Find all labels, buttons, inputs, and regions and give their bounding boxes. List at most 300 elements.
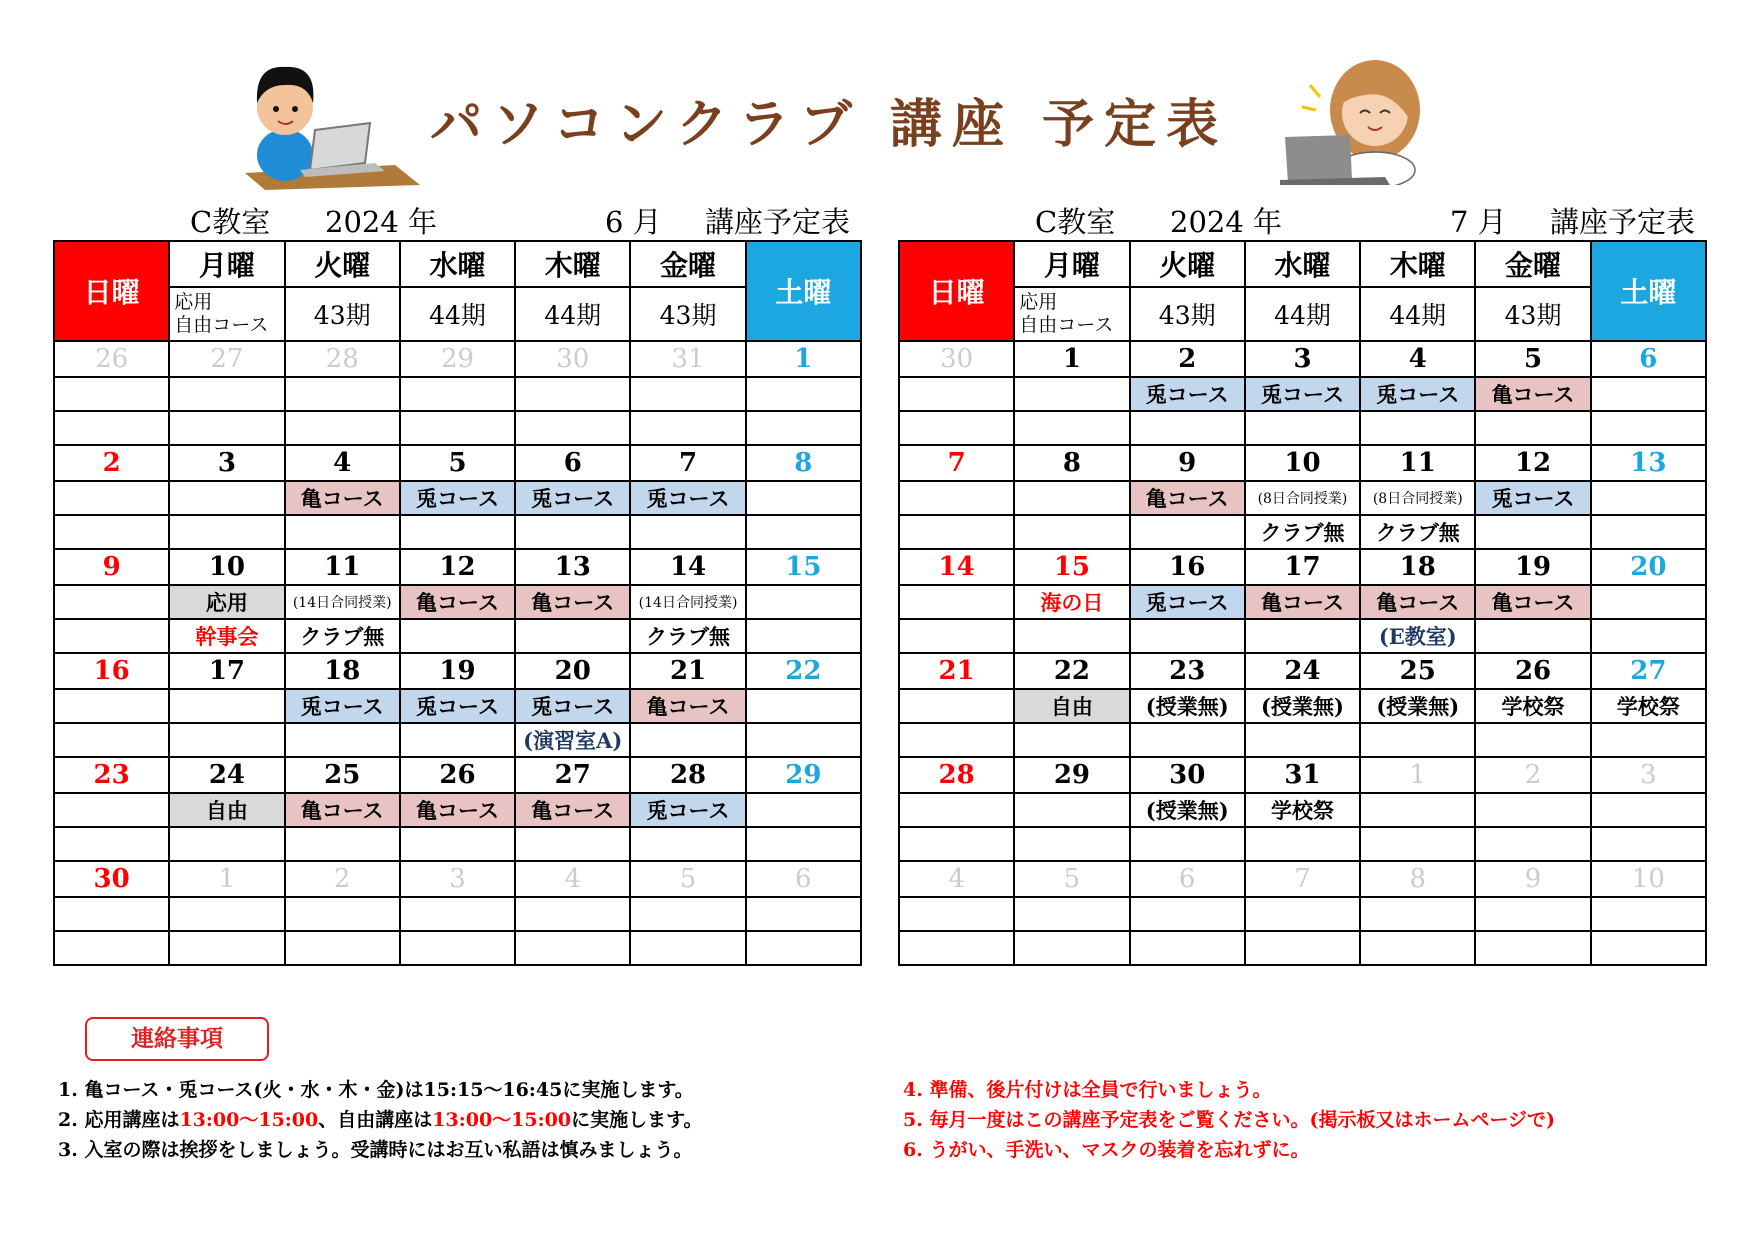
notice-1: 1. 亀コース・兎コース(火・水・木・金)は15:15～16:45に実施します。 (58, 1079, 694, 1101)
june-day-number: 12 (400, 549, 515, 585)
july-event-cell: (授業無) (1360, 689, 1475, 723)
june-monday-course (169, 287, 284, 341)
july-day-number: 20 (1591, 549, 1706, 585)
july-event-cell (1591, 723, 1706, 757)
june-term-3: 44期 (400, 287, 515, 341)
notice-4: 4. 準備、後片付けは全員で行いましょう。 (903, 1079, 1272, 1101)
june-day-number: 3 (400, 861, 515, 897)
notice-2-time-2: 13:00～15:00 (432, 1109, 572, 1131)
june-day-number: 22 (746, 653, 861, 689)
july-event-cell (1591, 619, 1706, 653)
july-day-number: 28 (899, 757, 1014, 793)
july-event-cell (1475, 723, 1590, 757)
june-day-number: 8 (746, 445, 861, 481)
july-event-cell (1014, 515, 1129, 549)
june-event-cell (285, 723, 400, 757)
june-event-cell: 亀コース (515, 585, 630, 619)
june-event-cell: 亀コース (630, 689, 745, 723)
june-event-cell (746, 723, 861, 757)
boy-with-laptop-illustration (245, 45, 425, 190)
girl-with-laptop-illustration (1280, 55, 1420, 185)
july-event-cell (1591, 793, 1706, 827)
june-day-number: 2 (285, 861, 400, 897)
june-event-cell (285, 411, 400, 445)
june-term-2: 43期 (285, 287, 400, 341)
july-event-cell (1130, 411, 1245, 445)
june-event-cell (515, 897, 630, 931)
july-event-cell (1014, 481, 1129, 515)
july-event-cell (899, 619, 1014, 653)
july-event-cell (899, 411, 1014, 445)
july-day-number: 6 (1130, 861, 1245, 897)
june-event-cell: 亀コース (400, 585, 515, 619)
june-weekday-3: 水曜 (400, 241, 515, 287)
july-event-cell (1130, 515, 1245, 549)
july-day-number: 8 (1014, 445, 1129, 481)
june-day-number: 3 (169, 445, 284, 481)
july-event-cell (1360, 411, 1475, 445)
june-event-cell (400, 411, 515, 445)
july-event-cell (1014, 411, 1129, 445)
june-day-number: 28 (630, 757, 745, 793)
july-event-cell: クラブ無 (1360, 515, 1475, 549)
july-event-cell: (8日合同授業) (1245, 481, 1360, 515)
june-term-5: 43期 (630, 287, 745, 341)
notice-2-part-3: に実施します。 (571, 1109, 703, 1131)
july-event-cell (1360, 897, 1475, 931)
june-event-cell (285, 515, 400, 549)
july-day-number: 16 (1130, 549, 1245, 585)
july-weekday-sat: 土曜 (1591, 241, 1706, 341)
july-event-cell (1245, 619, 1360, 653)
june-event-cell (54, 793, 169, 827)
june-event-cell: 幹事会 (169, 619, 284, 653)
july-event-cell: 学校祭 (1591, 689, 1706, 723)
july-day-number: 13 (1591, 445, 1706, 481)
july-day-number: 9 (1130, 445, 1245, 481)
july-event-cell (1014, 377, 1129, 411)
july-label: 講座予定表 (1550, 205, 1696, 239)
june-event-cell (285, 377, 400, 411)
june-event-cell (746, 481, 861, 515)
june-event-cell (400, 931, 515, 965)
july-day-number: 3 (1245, 341, 1360, 377)
july-event-cell (1591, 377, 1706, 411)
july-day-number: 2 (1130, 341, 1245, 377)
june-event-cell (169, 723, 284, 757)
june-day-number: 19 (400, 653, 515, 689)
july-day-number: 18 (1360, 549, 1475, 585)
july-event-cell (1475, 897, 1590, 931)
july-event-cell: (授業無) (1130, 793, 1245, 827)
july-day-number: 29 (1014, 757, 1129, 793)
june-event-cell (746, 897, 861, 931)
july-day-number: 23 (1130, 653, 1245, 689)
june-event-cell (54, 827, 169, 861)
july-event-cell (1014, 619, 1129, 653)
june-event-cell (54, 515, 169, 549)
june-day-number: 5 (400, 445, 515, 481)
june-event-cell: 亀コース (400, 793, 515, 827)
june-event-cell (630, 931, 745, 965)
june-event-cell: 兎コース (285, 689, 400, 723)
july-event-cell (1591, 515, 1706, 549)
july-weekday-1: 月曜 (1014, 241, 1129, 287)
june-day-number: 10 (169, 549, 284, 585)
july-event-cell (899, 897, 1014, 931)
june-day-number: 30 (54, 861, 169, 897)
june-event-cell (169, 411, 284, 445)
july-monday-course-line1: 応用 (1019, 291, 1058, 313)
july-day-number: 2 (1475, 757, 1590, 793)
june-day-number: 6 (515, 445, 630, 481)
june-day-number: 31 (630, 341, 745, 377)
june-event-cell: 兎コース (515, 689, 630, 723)
notice-2-part-2: 、自由講座は (318, 1109, 433, 1131)
june-event-cell (54, 585, 169, 619)
july-event-cell (1475, 411, 1590, 445)
june-event-cell (54, 897, 169, 931)
july-event-cell (1475, 515, 1590, 549)
july-event-cell (1130, 897, 1245, 931)
july-event-cell: 亀コース (1475, 377, 1590, 411)
july-day-number: 6 (1591, 341, 1706, 377)
june-event-cell (400, 619, 515, 653)
july-day-number: 25 (1360, 653, 1475, 689)
june-day-number: 20 (515, 653, 630, 689)
july-event-cell (899, 515, 1014, 549)
july-weekday-2: 火曜 (1130, 241, 1245, 287)
july-event-cell (1245, 931, 1360, 965)
june-day-number: 27 (515, 757, 630, 793)
july-year: 2024 年 (1170, 205, 1283, 239)
june-day-number: 11 (285, 549, 400, 585)
june-event-cell (400, 723, 515, 757)
june-event-cell: 亀コース (285, 793, 400, 827)
june-day-number: 26 (54, 341, 169, 377)
july-day-number: 3 (1591, 757, 1706, 793)
june-day-number: 18 (285, 653, 400, 689)
june-event-cell (400, 827, 515, 861)
june-label: 講座予定表 (705, 205, 851, 239)
june-day-number: 21 (630, 653, 745, 689)
july-day-number: 22 (1014, 653, 1129, 689)
june-event-cell: (演習室A) (515, 723, 630, 757)
june-day-number: 5 (630, 861, 745, 897)
july-day-number: 31 (1245, 757, 1360, 793)
june-day-number: 29 (746, 757, 861, 793)
june-event-cell (285, 827, 400, 861)
june-day-number: 1 (169, 861, 284, 897)
june-event-cell (630, 897, 745, 931)
june-event-cell: 兎コース (400, 481, 515, 515)
july-event-cell (1591, 897, 1706, 931)
july-day-number: 10 (1591, 861, 1706, 897)
july-event-cell (1475, 931, 1590, 965)
june-day-number: 4 (285, 445, 400, 481)
july-day-number: 1 (1360, 757, 1475, 793)
july-event-cell: (E教室) (1360, 619, 1475, 653)
july-day-number: 7 (899, 445, 1014, 481)
july-event-cell: (授業無) (1245, 689, 1360, 723)
june-event-cell (515, 411, 630, 445)
june-day-number: 30 (515, 341, 630, 377)
june-event-cell (515, 931, 630, 965)
july-header (1035, 200, 1695, 240)
june-weekday-4: 木曜 (515, 241, 630, 287)
june-event-cell (746, 931, 861, 965)
july-event-cell (1475, 827, 1590, 861)
june-event-cell (630, 411, 745, 445)
june-event-cell (746, 515, 861, 549)
july-monday-course-line2: 自由コース (1019, 314, 1114, 336)
july-day-number: 26 (1475, 653, 1590, 689)
june-event-cell: クラブ無 (285, 619, 400, 653)
july-day-number: 4 (1360, 341, 1475, 377)
june-event-cell (746, 827, 861, 861)
june-year: 2024 年 (325, 205, 438, 239)
june-event-cell: 亀コース (285, 481, 400, 515)
june-event-cell: 兎コース (630, 481, 745, 515)
june-header (190, 200, 850, 240)
july-event-cell (899, 793, 1014, 827)
june-event-cell (54, 411, 169, 445)
july-event-cell (899, 377, 1014, 411)
june-day-number: 14 (630, 549, 745, 585)
july-event-cell (1130, 931, 1245, 965)
july-day-number: 10 (1245, 445, 1360, 481)
july-event-cell: 自由 (1014, 689, 1129, 723)
june-event-cell (746, 377, 861, 411)
july-day-number: 11 (1360, 445, 1475, 481)
june-day-number: 28 (285, 341, 400, 377)
june-day-number: 24 (169, 757, 284, 793)
july-event-cell (1130, 619, 1245, 653)
june-event-cell (400, 377, 515, 411)
july-term-2: 43期 (1130, 287, 1245, 341)
july-event-cell (1475, 793, 1590, 827)
july-day-number: 8 (1360, 861, 1475, 897)
june-event-cell: 兎コース (630, 793, 745, 827)
page-title: パソコンクラブ 講座 予定表 (430, 94, 1229, 155)
july-event-cell (1360, 931, 1475, 965)
july-event-cell (1245, 827, 1360, 861)
july-event-cell (1014, 931, 1129, 965)
june-event-cell (54, 619, 169, 653)
june-event-cell (54, 481, 169, 515)
june-event-cell (54, 723, 169, 757)
june-event-cell (746, 689, 861, 723)
june-weekday-sat: 土曜 (746, 241, 861, 341)
july-event-cell (1591, 827, 1706, 861)
june-event-cell (169, 931, 284, 965)
july-day-number: 21 (899, 653, 1014, 689)
july-day-number: 30 (899, 341, 1014, 377)
june-day-number: 13 (515, 549, 630, 585)
notice-2 (58, 1105, 703, 1132)
july-event-cell (1475, 619, 1590, 653)
july-event-cell (899, 931, 1014, 965)
june-day-number: 6 (746, 861, 861, 897)
july-event-cell (1591, 931, 1706, 965)
june-event-cell (630, 377, 745, 411)
june-event-cell (285, 897, 400, 931)
july-event-cell: 亀コース (1130, 481, 1245, 515)
june-event-cell (746, 585, 861, 619)
july-day-number: 12 (1475, 445, 1590, 481)
june-day-number: 16 (54, 653, 169, 689)
notice-2-part-1: 2. 応用講座は (58, 1109, 180, 1131)
july-event-cell: 兎コース (1130, 377, 1245, 411)
june-event-cell (400, 515, 515, 549)
june-day-number: 15 (746, 549, 861, 585)
june-day-number: 9 (54, 549, 169, 585)
july-event-cell (899, 585, 1014, 619)
july-event-cell: 兎コース (1360, 377, 1475, 411)
july-day-number: 15 (1014, 549, 1129, 585)
june-day-number: 17 (169, 653, 284, 689)
july-event-cell: 学校祭 (1245, 793, 1360, 827)
july-term-3: 44期 (1245, 287, 1360, 341)
june-event-cell (746, 411, 861, 445)
july-day-number: 27 (1591, 653, 1706, 689)
july-event-cell (899, 827, 1014, 861)
june-event-cell: 自由 (169, 793, 284, 827)
july-day-number: 9 (1475, 861, 1590, 897)
july-day-number: 5 (1014, 861, 1129, 897)
july-day-number: 14 (899, 549, 1014, 585)
june-event-cell: 兎コース (400, 689, 515, 723)
june-weekday-1: 月曜 (169, 241, 284, 287)
july-event-cell (1014, 827, 1129, 861)
june-weekday-2: 火曜 (285, 241, 400, 287)
june-event-cell (630, 723, 745, 757)
july-term-4: 44期 (1360, 287, 1475, 341)
july-event-cell (1014, 897, 1129, 931)
july-day-number: 4 (899, 861, 1014, 897)
july-event-cell (1591, 585, 1706, 619)
july-event-cell: 亀コース (1475, 585, 1590, 619)
june-event-cell (169, 377, 284, 411)
june-event-cell (746, 793, 861, 827)
july-weekday-4: 木曜 (1360, 241, 1475, 287)
july-event-cell (1245, 897, 1360, 931)
june-event-cell (746, 619, 861, 653)
july-day-number: 1 (1014, 341, 1129, 377)
june-calendar (53, 240, 862, 966)
june-event-cell: クラブ無 (630, 619, 745, 653)
july-event-cell (1245, 723, 1360, 757)
july-event-cell: 亀コース (1245, 585, 1360, 619)
june-day-number: 2 (54, 445, 169, 481)
june-room: C教室 (190, 205, 271, 239)
june-monday-course-line1: 応用 (174, 291, 213, 313)
june-day-number: 29 (400, 341, 515, 377)
july-room: C教室 (1035, 205, 1116, 239)
july-calendar (898, 240, 1707, 966)
july-event-cell (1360, 793, 1475, 827)
notice-3: 3. 入室の際は挨拶をしましょう。受講時にはお互い私語は慎みましょう。 (58, 1139, 693, 1161)
july-event-cell: 海の日 (1014, 585, 1129, 619)
notice-6: 6. うがい、手洗い、マスクの装着を忘れずに。 (903, 1139, 1310, 1161)
july-event-cell: 兎コース (1475, 481, 1590, 515)
july-event-cell (1245, 411, 1360, 445)
june-event-cell: (14日合同授業) (285, 585, 400, 619)
june-event-cell (54, 931, 169, 965)
july-event-cell (1014, 793, 1129, 827)
july-event-cell (1360, 723, 1475, 757)
june-event-cell (169, 515, 284, 549)
june-weekday-5: 金曜 (630, 241, 745, 287)
june-event-cell (630, 827, 745, 861)
june-day-number: 23 (54, 757, 169, 793)
june-event-cell: (14日合同授業) (630, 585, 745, 619)
june-event-cell (169, 827, 284, 861)
july-event-cell: 兎コース (1245, 377, 1360, 411)
july-event-cell (899, 481, 1014, 515)
july-event-cell: クラブ無 (1245, 515, 1360, 549)
july-event-cell (1591, 481, 1706, 515)
july-event-cell (899, 723, 1014, 757)
notice-heading: 連絡事項 (85, 1017, 269, 1061)
june-day-number: 26 (400, 757, 515, 793)
june-weekday-sun: 日曜 (54, 241, 169, 341)
june-event-cell: 兎コース (515, 481, 630, 515)
july-day-number: 19 (1475, 549, 1590, 585)
june-day-number: 25 (285, 757, 400, 793)
june-event-cell (515, 827, 630, 861)
june-event-cell (515, 377, 630, 411)
july-event-cell (899, 689, 1014, 723)
july-day-number: 30 (1130, 757, 1245, 793)
june-day-number: 1 (746, 341, 861, 377)
june-monday-course-line2: 自由コース (174, 314, 269, 336)
july-event-cell: 兎コース (1130, 585, 1245, 619)
notice-5: 5. 毎月一度はこの講座予定表をご覧ください。(掲示板又はホームページで) (903, 1109, 1556, 1131)
june-event-cell (54, 689, 169, 723)
june-event-cell (515, 515, 630, 549)
july-month: 7 月 (1450, 205, 1507, 239)
july-day-number: 17 (1245, 549, 1360, 585)
june-event-cell (400, 897, 515, 931)
june-event-cell: 亀コース (515, 793, 630, 827)
july-weekday-5: 金曜 (1475, 241, 1590, 287)
june-event-cell (54, 377, 169, 411)
june-day-number: 4 (515, 861, 630, 897)
july-event-cell (1130, 827, 1245, 861)
june-day-number: 7 (630, 445, 745, 481)
july-day-number: 24 (1245, 653, 1360, 689)
july-day-number: 7 (1245, 861, 1360, 897)
july-event-cell: 学校祭 (1475, 689, 1590, 723)
june-event-cell (630, 515, 745, 549)
july-monday-course (1014, 287, 1129, 341)
july-event-cell (1014, 723, 1129, 757)
july-day-number: 5 (1475, 341, 1590, 377)
notice-2-time-1: 13:00～15:00 (179, 1109, 319, 1131)
july-event-cell: 亀コース (1360, 585, 1475, 619)
june-event-cell (169, 481, 284, 515)
july-weekday-3: 水曜 (1245, 241, 1360, 287)
july-event-cell: (8日合同授業) (1360, 481, 1475, 515)
june-event-cell (169, 689, 284, 723)
june-month: 6 月 (605, 205, 662, 239)
july-event-cell (1130, 723, 1245, 757)
july-event-cell: (授業無) (1130, 689, 1245, 723)
july-event-cell (1591, 411, 1706, 445)
july-event-cell (1360, 827, 1475, 861)
june-day-number: 27 (169, 341, 284, 377)
